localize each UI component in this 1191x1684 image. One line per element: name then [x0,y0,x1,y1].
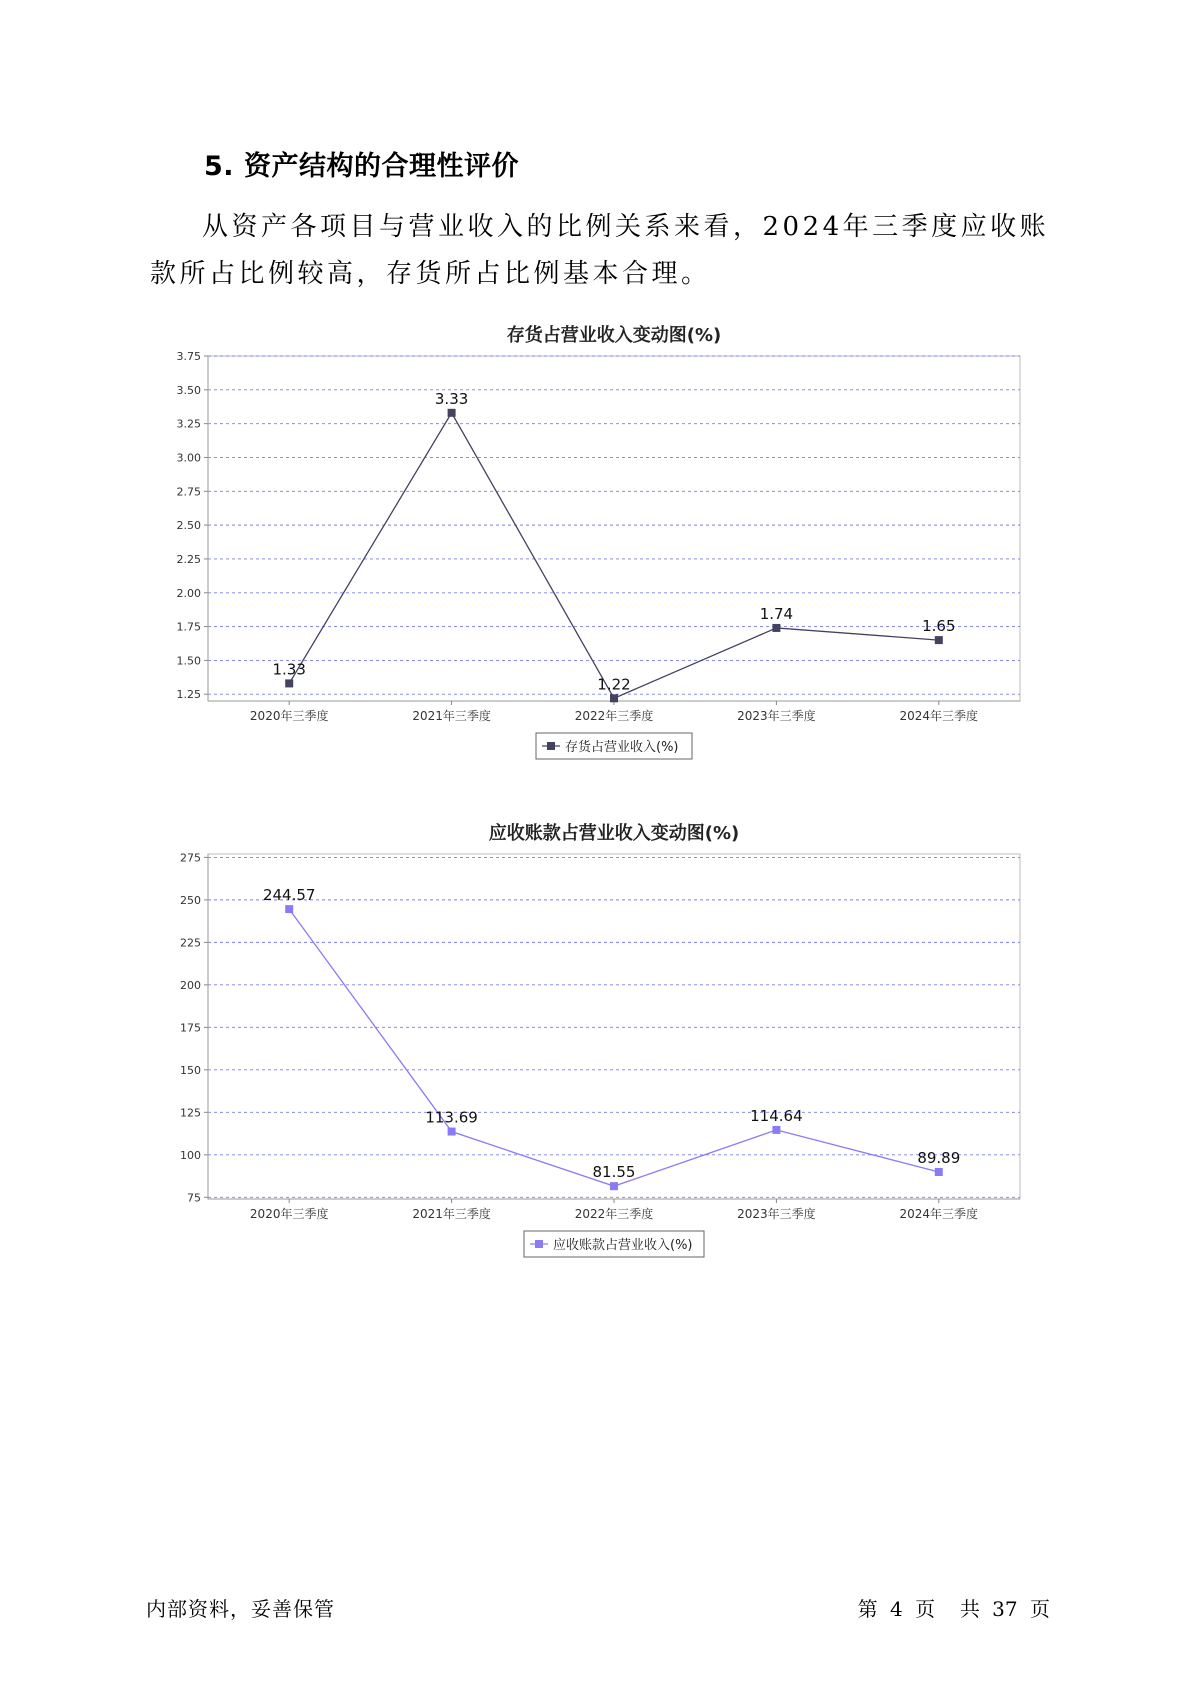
footer-page-number [858,1593,1050,1622]
y-tick-label: 175 [180,1021,201,1035]
data-value-label: 1.22 [597,675,631,694]
chart-title: 存货占营业收入变动图(%) [506,325,722,346]
chart-svg [150,818,1050,1268]
y-tick-label: 2.25 [176,552,201,566]
data-value-label: 113.69 [425,1108,478,1127]
x-tick-label: 2023年三季度 [737,709,816,723]
chart-legend [524,1231,704,1257]
section-heading: 5. 资产结构的合理性评价 [204,151,519,182]
data-point-marker [285,679,293,687]
y-tick-label: 2.50 [176,519,201,533]
y-tick-label: 1.50 [176,654,201,668]
x-tick-label: 2020年三季度 [249,709,329,723]
x-tick-label: 2024年三季度 [899,1207,979,1221]
y-tick-label: 200 [180,978,201,992]
y-tick-label: 3.25 [176,417,201,431]
x-tick-label: 2024年三季度 [899,709,979,723]
plot-area [208,854,1020,1199]
data-point-marker [935,1168,943,1176]
y-tick-label: 275 [180,851,201,865]
y-tick-label: 75 [187,1191,201,1205]
data-value-label: 81.55 [592,1163,636,1182]
data-point-marker [935,636,943,644]
legend-label: 存货占营业收入(%) [565,740,679,755]
legend-label: 应收账款占营业收入(%) [553,1238,693,1253]
data-point-marker [285,905,293,913]
y-tick-label: 3.75 [176,350,201,363]
data-value-label: 114.64 [750,1106,803,1125]
y-tick-label: 225 [180,936,201,950]
y-tick-label: 1.75 [176,620,201,634]
data-value-label: 1.33 [272,660,306,679]
data-point-marker [610,1182,618,1190]
inventory-ratio-chart [150,320,1050,770]
data-value-label: 3.33 [434,389,469,408]
data-point-marker [448,1128,456,1136]
data-point-marker [772,1126,780,1134]
footer-confidential-note: 内部资料，妥善保管 [146,1597,335,1621]
y-tick-label: 150 [180,1063,201,1077]
x-tick-label: 2020年三季度 [249,1207,329,1221]
page-number-text: 第 4 页 共 37 页 [857,1597,1050,1621]
y-tick-label: 2.75 [176,485,201,499]
y-tick-label: 125 [180,1106,201,1120]
x-tick-label: 2023年三季度 [737,1207,816,1221]
receivables-ratio-chart [150,818,1050,1268]
data-value-label: 1.74 [759,604,794,623]
data-point-marker [772,624,780,632]
x-tick-label: 2022年三季度 [574,709,654,723]
section-paragraph: 从资产各项目与营业收入的比例关系来看，2024年三季度应收账款所占比例较高，存货所占比例基本合理。 [150,212,1050,289]
chart-title: 应收账款占营业收入变动图(%) [488,823,740,844]
chart-legend [536,733,692,759]
legend-marker [535,1240,543,1248]
y-tick-label: 3.00 [176,451,201,465]
data-point-marker [448,409,456,417]
data-value-label: 1.65 [922,617,956,636]
chart-svg [150,320,1050,770]
y-tick-label: 3.50 [176,383,201,397]
x-tick-label: 2022年三季度 [574,1207,654,1221]
y-tick-label: 250 [180,893,201,907]
x-tick-label: 2021年三季度 [412,1207,491,1221]
plot-area [208,356,1020,701]
data-point-marker [610,694,618,702]
y-tick-label: 1.25 [176,688,201,702]
data-value-label: 89.89 [917,1148,961,1167]
y-tick-label: 2.00 [176,586,201,600]
legend-marker [547,742,555,750]
x-tick-label: 2021年三季度 [412,709,491,723]
data-value-label: 244.57 [262,886,316,905]
y-tick-label: 100 [180,1148,201,1162]
